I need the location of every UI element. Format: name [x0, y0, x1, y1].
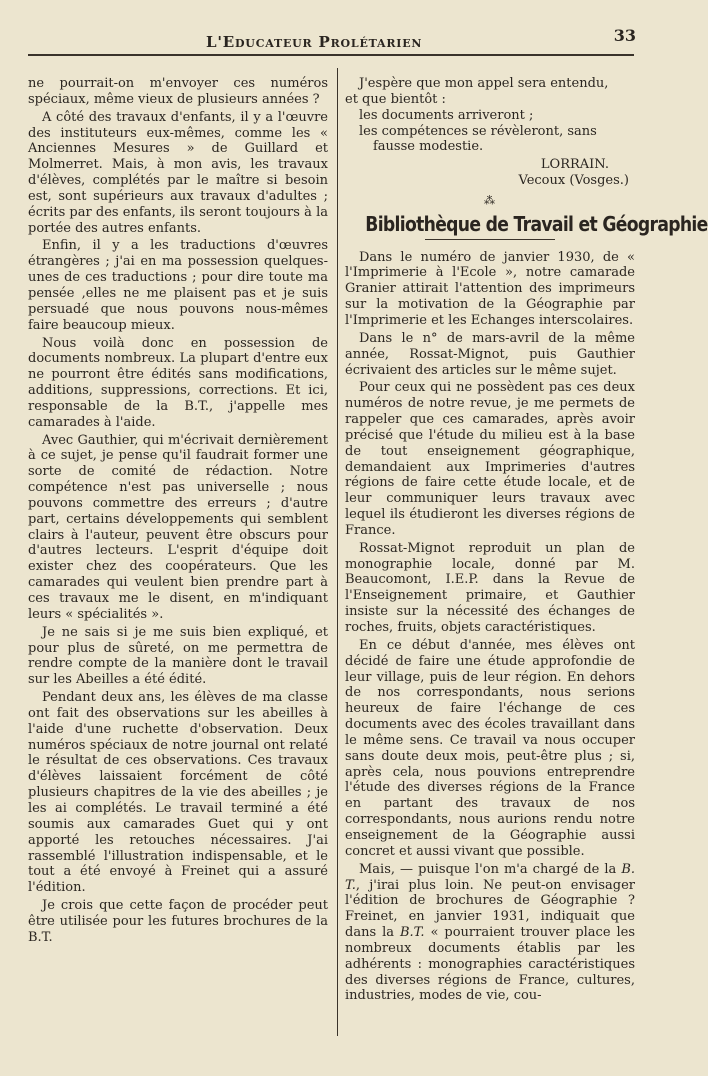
italic-abbreviation: B.T. [399, 925, 425, 941]
page-header [28, 24, 634, 60]
header-rule [28, 54, 634, 56]
paragraph: A côté des travaux d'enfants, il y a l'œuvre des instituteurs eux-mêmes, comme les « Anciennes Mesures » de Guillard et Molmerret. Mais, à mon avis, les travaux d'élèves, complétés par le maître si besoin est, sont supérieurs aux travaux d'adultes ; écrits par des enfants, ils seront toujours à la portée des autres enfants. [28, 109, 328, 236]
paragraph: Enfin, il y a les traductions d'œuvres étrangères ; j'ai en ma possession quelques-unes de ces traductions ; pour dire toute ma pensée ,elles ne me plaisent pas et je suis persuadé que nous pouvons nous-mêmes faire beaucoup mieux. [28, 238, 328, 333]
paragraph: Pour ceux qui ne possèdent pas ces deux numéros de notre revue, je me permets de rappeler que ces camarades, après avoir précisé que l'étude du milieu est à la base de tout enseignement géographique, demandaient aux Imprimeries d'autres régions de faire cette étude locale, et de leur communiquer leurs travaux avec lequel ils étudieront les diverses régions de France. [345, 380, 635, 538]
paragraph: Je ne sais si je me suis bien expliqué, et pour plus de sûreté, on me permettra de rendre compte de la manière dont le travail sur les Abeilles a été édité. [28, 624, 328, 688]
closing-lines [345, 76, 635, 155]
paragraph: Je crois que cette façon de procéder peut être utilisée pour les futures brochures de la B.T. [28, 898, 328, 945]
right-column [345, 76, 708, 1026]
paragraph: Dans le numéro de janvier 1930, de « l'Imprimerie à l'Ecole », notre camarade Granier attirait l'attention des imprimeurs sur la motivation de la Géographie par l'Imprimerie et les Echanges interscolaires. [345, 249, 635, 328]
closing-line: fausse modestie. [373, 139, 484, 155]
left-column [28, 76, 328, 1026]
closing-line: les compétences se révèleront, sans [359, 123, 597, 139]
paragraph [345, 862, 635, 1005]
section-title-rule [425, 239, 555, 240]
signature-place: Vecoux (Vosges.) [518, 173, 629, 189]
italic-abbreviation: B. T. [345, 861, 635, 893]
section-title: Bibliothèque de Travail et Géographie [365, 211, 708, 236]
page-number: 33 [613, 26, 636, 45]
paragraph: Avec Gauthier, qui m'écrivait dernièrement à ce sujet, je pense qu'il faudrait former une sorte de comité de rédaction. Notre compétence n'est pas universelle ; nous pouvons commettre des erreurs ; d'autre part, certains développements qui semblent clairs à l'auteur, peuvent être obscurs pour d'autres lecteurs. L'esprit d'équipe doit exister chez des coopérateurs. Que les camarades qui veulent bien prendre part à ces travaux me le disent, en m'indiquant leurs « spécialités ». [28, 432, 328, 622]
paragraph: Rossat-Mignot reproduit un plan de monographie locale, donné par M. Beaucomont, I.E.P. dans la Revue de l'Enseignement primaire, et Gauthier insiste sur la nécessité des échanges de roches, fruits, objets caractéristiques. [345, 540, 635, 635]
text-run: Mais, — puisque l'on m'a chargé de la [359, 861, 622, 877]
text-run: , j'irai plus loin. Ne peut-on envisager l'édition de brochures de Géographie ? Freinet, en janvier 1931, indiquait que dans la [345, 877, 635, 941]
paragraph: En ce début d'année, mes élèves ont décidé de faire une étude approfondie de leur village, puis de leur région. En dehors de nos correspondants, nous serions heureux de faire l'échange de ces documents avec des écoles travaillant dans le même sens. Ce travail va nous occuper sans doute deux mois, peut-être plus ; si, après cela, nous pouvions entreprendre l'étude des diverses régions de la France en partant des travaux de nos correspondants, nous aurions rendu notre enseignement de la Géographie aussi concret et aussi vivant que possible. [345, 637, 635, 859]
paragraph: Pendant deux ans, les élèves de ma classe ont fait des observations sur les abeilles à l'aide d'une ruchette d'observation. Deux numéros spéciaux de notre journal ont relaté le résultat de ces observations. Ces travaux d'élèves laissaient forcément de côté plusieurs chapitres de la vie des abeilles ; je les ai complétés. Le travail terminé a été soumis aux camarades Guet qui y ont apporté les retouches nécessaires. J'ai rassemblé l'illustration indispensable, et le tout a été envoyé à Freinet qui a assuré l'édition. [28, 690, 328, 896]
closing-line: les documents arriveront ; [359, 107, 534, 123]
signature-name: LORRAIN. [540, 157, 609, 173]
closing-line: et que bientôt : [345, 91, 446, 107]
column-divider [337, 68, 338, 1036]
ornament-divider: ⁂ [484, 193, 496, 207]
journal-title: L'Educateur Prolétarien [206, 33, 423, 51]
paragraph: Nous voilà donc en possession de documents nombreux. La plupart d'entre eux ne pourront être édités sans modifications, additions, suppressions, corrections. Et ici, responsable de la B.T., j'appelle mes camarades à l'aide. [28, 335, 328, 430]
paragraph: ne pourrait-on m'envoyer ces numéros spéciaux, même vieux de plusieurs années ? [28, 76, 328, 107]
paragraph: Dans le n° de mars-avril de la même année, Rossat-Mignot, puis Gauthier écrivaient des articles sur le même sujet. [345, 330, 635, 378]
text-run: « pourraient trouver place les nombreux documents établis par les adhérents : monographies caractéristiques des diverses régions de France, cultures, industries, modes de vie, cou- [345, 925, 635, 1004]
closing-line: J'espère que mon appel sera entendu, [359, 76, 609, 91]
